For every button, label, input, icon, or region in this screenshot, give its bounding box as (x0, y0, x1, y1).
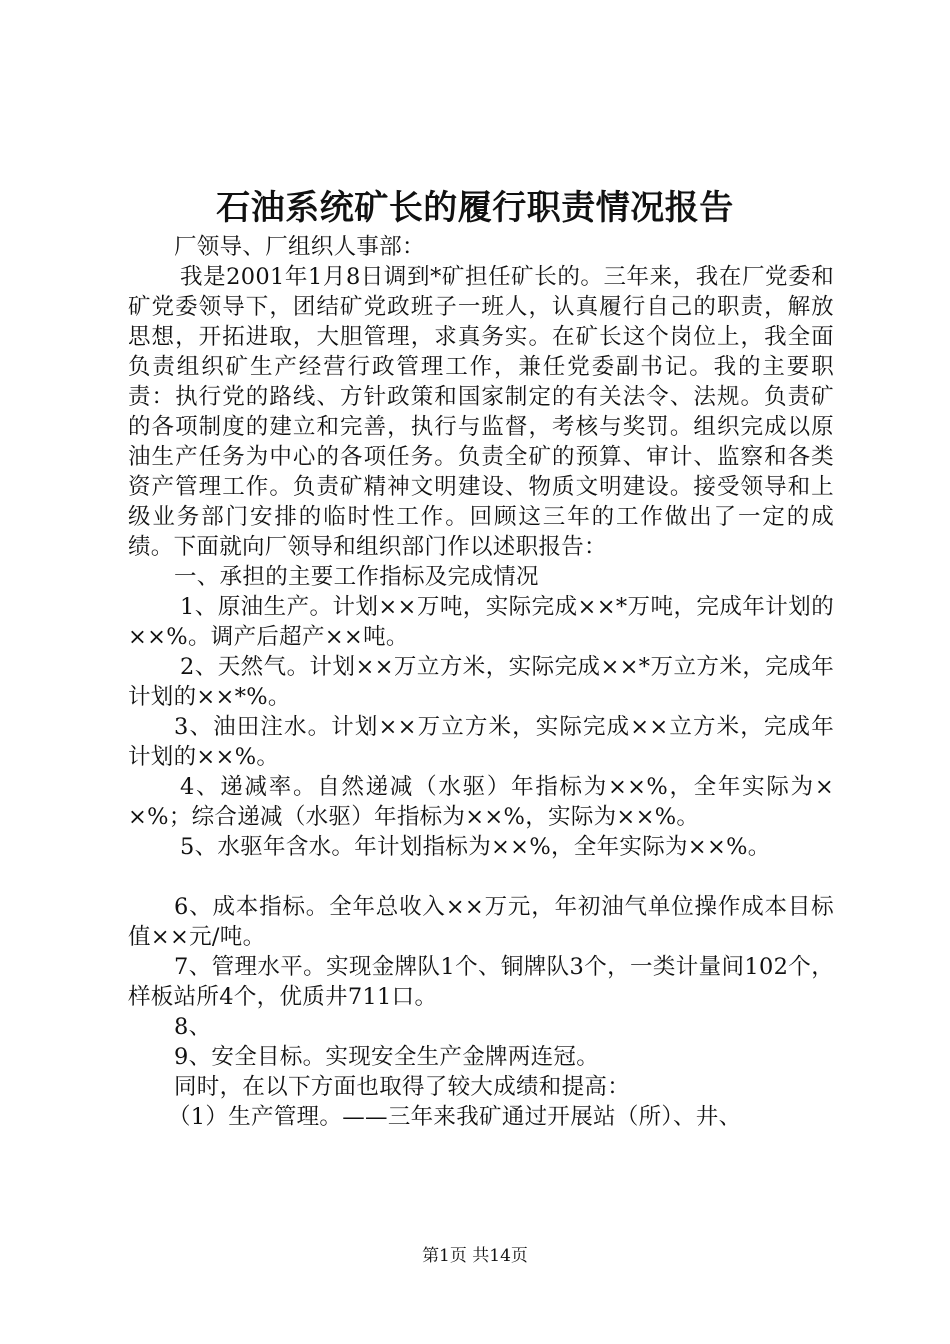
item-2-natural-gas: 2、天然气。计划××万立方米，实际完成××*万立方米，完成年计划的××*%。 (128, 654, 834, 710)
page-number: 第1页 共14页 (422, 1246, 528, 1266)
paragraph-production-management: （1）生产管理。——三年来我矿通过开展站（所）、井、 (168, 1104, 742, 1130)
document-title: 石油系统矿长的履行职责情况报告 (216, 188, 734, 228)
item-8: 8、 (174, 1014, 212, 1040)
item-3-water-injection: 3、油田注水。计划××万立方米，实际完成××立方米，完成年计划的××%。 (128, 714, 834, 770)
item-1-crude-oil: 1、原油生产。计划××万吨，实际完成××*万吨，完成年计划的××%。调产后超产××吨。 (128, 594, 834, 650)
paragraph-intro: 我是2001年1月8日调到*矿担任矿长的。三年来，我在厂党委和矿党委领导下，团结矿党政班子一班人，认真履行自己的职责，解放思想，开拓进取，大胆管理，求真务实。在矿长这个岗位上，我全面负责组织矿生产经营行政管理工作，兼任党委副书记。我的主要职责：执行党的路线、方针政策和国家制定的有关法令、法规。负责矿的各项制度的建立和完善，执行与监督，考核与奖罚。组织完成以原油生产任务为中心的各项任务。负责全矿的预算、审计、监察和各类资产管理工作。负责矿精神文明建设、物质文明建设。接受领导和上级业务部门安排的临时性工作。回顾这三年的工作做出了一定的成绩。下面就向厂领导和组织部门作以述职报告： (128, 264, 834, 560)
item-6-cost: 6、成本指标。全年总收入××万元，年初油气单位操作成本目标值××元/吨。 (128, 894, 834, 950)
blank-line (128, 862, 834, 892)
item-5-water-cut: 5、水驱年含水。年计划指标为××%，全年实际为××%。 (180, 834, 771, 860)
document-body (128, 232, 834, 1132)
section-heading: 一、承担的主要工作指标及完成情况 (174, 564, 539, 590)
item-4-decline-rate: 4、递减率。自然递减（水驱）年指标为××%，全年实际为××%；综合递减（水驱）年指标为××%，实际为××%。 (128, 774, 834, 830)
item-7-management: 7、管理水平。实现金牌队1个、铜牌队3个，一类计量间102个，样板站所4个，优质井711口。 (128, 954, 834, 1010)
paragraph-also: 同时，在以下方面也取得了较大成绩和提高： (174, 1074, 631, 1100)
item-9-safety: 9、安全目标。实现安全生产金牌两连冠。 (174, 1044, 600, 1070)
salutation: 厂领导、厂组织人事部： (174, 234, 425, 260)
